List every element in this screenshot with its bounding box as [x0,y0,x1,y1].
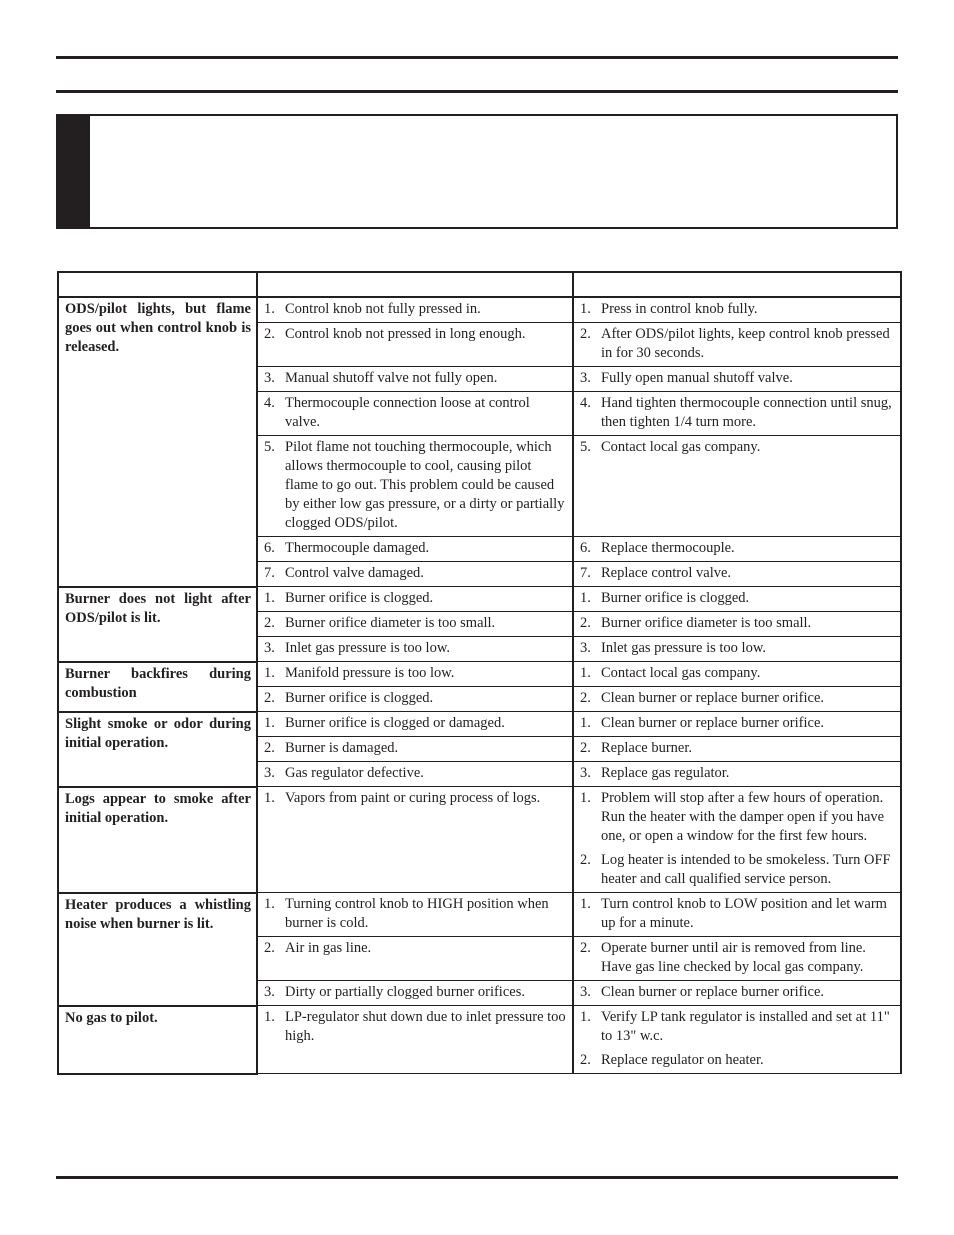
remedy-item [574,737,900,761]
item-text: Clean burner or replace burner orifice. [601,690,825,706]
possible-cause-cell [257,297,573,323]
remedy-cell [573,612,901,637]
remedy-cell [573,712,901,737]
item-number: 2. [264,326,275,342]
possible-cause-cell [257,687,573,712]
item-text: LP-regulator shut down due to inlet pressure too high. [285,1009,566,1044]
remedy-cell [573,562,901,587]
item-text: Turning control knob to HIGH position when burner is cold. [285,896,549,931]
item-number: 3. [580,370,591,386]
cause-item [258,367,572,391]
observed-problem: Burner does not light after ODS/pilot is lit. [65,590,251,626]
item-number: 1. [264,790,275,806]
item-text: Control knob not pressed in long enough. [285,326,526,342]
remedy-cell [573,762,901,787]
item-text: Replace thermocouple. [601,540,735,556]
item-number: 2. [264,740,275,756]
item-text: Replace regulator on heater. [601,1052,764,1068]
possible-cause-cell [257,662,573,687]
cause-item [258,392,572,435]
possible-cause-cell [257,537,573,562]
remedy-cell [573,981,901,1006]
header-observed-problem [58,272,257,297]
observed-problem: Burner backfires during combustion [65,665,251,701]
item-text: Operate burner until air is removed from line. Have gas line checked by local gas company. [601,940,866,975]
item-text: Thermocouple damaged. [285,540,430,556]
bottom-rule [56,1176,898,1179]
item-text: Air in gas line. [285,940,372,956]
item-text: Thermocouple connection loose at control valve. [285,395,530,430]
remedy-cell [573,737,901,762]
observed-problem: ODS/pilot lights, but flame goes out when control knob is released. [65,301,251,355]
remedy-cell [573,323,901,367]
item-number: 1. [264,665,275,681]
item-number: 2. [264,690,275,706]
item-text: Burner orifice is clogged. [285,590,434,606]
possible-cause-cell [257,562,573,587]
item-number: 3. [264,640,275,656]
table-row [58,712,901,737]
remedy-item [574,893,900,936]
item-number: 1. [580,665,591,681]
cause-item [258,981,572,1005]
cause-item [258,687,572,711]
remedy-item [574,612,900,636]
remedy-cell [573,893,901,937]
table-row [58,787,901,893]
cause-item [258,612,572,636]
observed-problem-cell [58,297,257,587]
remedy-item [574,1006,900,1049]
remedy-item [574,367,900,391]
observed-problem: Logs appear to smoke after initial operation. [65,790,251,826]
cause-item [258,587,572,611]
remedy-cell [573,1006,901,1074]
remedy-item [574,787,900,849]
item-number: 3. [264,370,275,386]
item-number: 4. [580,395,591,411]
item-text: Verify LP tank regulator is installed and set at 11" to 13" w.c. [601,1009,890,1044]
remedy-item [574,637,900,661]
item-text: Burner orifice is clogged or damaged. [285,715,505,731]
item-number: 6. [580,540,591,556]
item-number: 6. [264,540,275,556]
observed-problem-cell [58,787,257,893]
item-text: Gas regulator defective. [285,765,424,781]
item-text: After ODS/pilot lights, keep control knob pressed in for 30 seconds. [601,326,890,361]
remedy-item [574,537,900,561]
observed-problem-cell [58,712,257,787]
item-number: 1. [264,715,275,731]
remedy-item [574,392,900,435]
observed-problem-cell [58,662,257,712]
remedy-cell [573,392,901,436]
possible-cause-cell [257,893,573,937]
item-number: 1. [264,1009,275,1025]
possible-cause-cell [257,737,573,762]
possible-cause-cell [257,392,573,436]
observed-problem: Slight smoke or odor during initial operation. [65,715,251,751]
item-text: Replace gas regulator. [601,765,730,781]
possible-cause-cell [257,712,573,737]
observed-problem-cell [58,893,257,1006]
cause-item [258,662,572,686]
item-text: Burner orifice diameter is too small. [285,615,496,631]
item-text: Burner is damaged. [285,740,399,756]
item-text: Replace control valve. [601,565,732,581]
observed-problem-cell [58,1006,257,1074]
item-number: 3. [580,640,591,656]
observed-problem-cell [58,587,257,662]
item-number: 4. [264,395,275,411]
remedy-item [574,981,900,1005]
item-text: Control knob not fully pressed in. [285,301,481,317]
remedy-item [574,712,900,736]
warning-box [56,114,898,229]
remedy-cell [573,587,901,612]
possible-cause-cell [257,587,573,612]
item-number: 2. [264,615,275,631]
remedy-item [574,662,900,686]
item-number: 2. [580,326,591,342]
possible-cause-cell [257,367,573,392]
item-text: Contact local gas company. [601,439,761,455]
table-row [58,662,901,687]
item-number: 3. [264,765,275,781]
remedy-cell [573,637,901,662]
table-row [58,587,901,612]
remedy-item [574,323,900,366]
item-text: Burner orifice diameter is too small. [601,615,812,631]
item-number: 1. [580,1009,591,1025]
item-number: 3. [264,984,275,1000]
item-number: 1. [580,301,591,317]
item-number: 5. [580,439,591,455]
remedy-item [574,762,900,786]
remedy-item [574,687,900,711]
table-row [58,1006,901,1074]
possible-cause-cell [257,436,573,537]
item-number: 1. [580,896,591,912]
second-rule [56,90,898,93]
item-number: 2. [580,940,591,956]
item-text: Clean burner or replace burner orifice. [601,715,825,731]
cause-item [258,712,572,736]
possible-cause-cell [257,762,573,787]
item-text: Inlet gas pressure is too low. [601,640,766,656]
top-rule [56,56,898,59]
item-text: Press in control knob fully. [601,301,758,317]
item-text: Manual shutoff valve not fully open. [285,370,498,386]
header-possible-cause [257,272,573,297]
possible-cause-cell [257,1006,573,1074]
table-row [58,893,901,937]
table-header-row [58,272,901,297]
cause-item [258,323,572,347]
item-number: 1. [264,301,275,317]
cause-item [258,737,572,761]
remedy-item [574,562,900,586]
cause-item [258,562,572,586]
item-number: 5. [264,439,275,455]
item-text: Replace burner. [601,740,692,756]
remedy-cell [573,787,901,893]
cause-item [258,537,572,561]
header-remedy [573,272,901,297]
item-text: Dirty or partially clogged burner orifices. [285,984,525,1000]
cause-item [258,893,572,936]
remedy-item [574,436,900,460]
item-number: 2. [580,615,591,631]
remedy-cell [573,937,901,981]
item-number: 7. [264,565,275,581]
remedy-item [574,1049,900,1073]
cause-item [258,436,572,536]
remedy-cell [573,687,901,712]
item-number: 7. [580,565,591,581]
item-number: 3. [580,984,591,1000]
item-number: 2. [580,852,591,868]
item-text: Pilot flame not touching thermocouple, which allows thermocouple to cool, causing pilot flame to go out. This problem could be caused by either low gas pressure, or a dirty or partially clogged ODS/pilot. [285,439,565,531]
item-text: Fully open manual shutoff valve. [601,370,793,386]
remedy-cell [573,436,901,537]
item-text: Burner orifice is clogged. [601,590,750,606]
item-text: Inlet gas pressure is too low. [285,640,450,656]
item-text: Log heater is intended to be smokeless. Turn OFF heater and call qualified service person. [601,852,891,887]
observed-problem: Heater produces a whistling noise when burner is lit. [65,896,251,932]
remedy-cell [573,537,901,562]
item-number: 1. [264,896,275,912]
troubleshooting-table [57,271,902,1075]
item-text: Clean burner or replace burner orifice. [601,984,825,1000]
possible-cause-cell [257,787,573,893]
possible-cause-cell [257,937,573,981]
item-text: Vapors from paint or curing process of logs. [285,790,541,806]
possible-cause-cell [257,323,573,367]
remedy-cell [573,297,901,323]
item-number: 2. [580,1052,591,1068]
item-number: 2. [580,740,591,756]
item-number: 1. [580,590,591,606]
cause-item [258,298,572,322]
possible-cause-cell [257,637,573,662]
remedy-item [574,937,900,980]
remedy-item [574,849,900,892]
item-text: Control valve damaged. [285,565,424,581]
cause-item [258,787,572,811]
item-text: Hand tighten thermocouple connection until snug, then tighten 1/4 turn more. [601,395,892,430]
item-number: 3. [580,765,591,781]
remedy-cell [573,662,901,687]
item-number: 1. [264,590,275,606]
cause-item [258,1006,572,1049]
remedy-item [574,298,900,322]
item-number: 2. [580,690,591,706]
item-text: Burner orifice is clogged. [285,690,434,706]
cause-item [258,762,572,786]
item-text: Turn control knob to LOW position and let warm up for a minute. [601,896,887,931]
item-text: Problem will stop after a few hours of operation. Run the heater with the damper open if you have one, or open a window for the first few hours. [601,790,885,844]
cause-item [258,637,572,661]
observed-problem: No gas to pilot. [65,1009,158,1026]
warning-box-bar [58,116,90,227]
cause-item [258,937,572,961]
table-row [58,297,901,323]
item-number: 2. [264,940,275,956]
possible-cause-cell [257,612,573,637]
remedy-item [574,587,900,611]
item-text: Contact local gas company. [601,665,761,681]
item-number: 1. [580,715,591,731]
possible-cause-cell [257,981,573,1006]
item-text: Manifold pressure is too low. [285,665,455,681]
remedy-cell [573,367,901,392]
item-number: 1. [580,790,591,806]
